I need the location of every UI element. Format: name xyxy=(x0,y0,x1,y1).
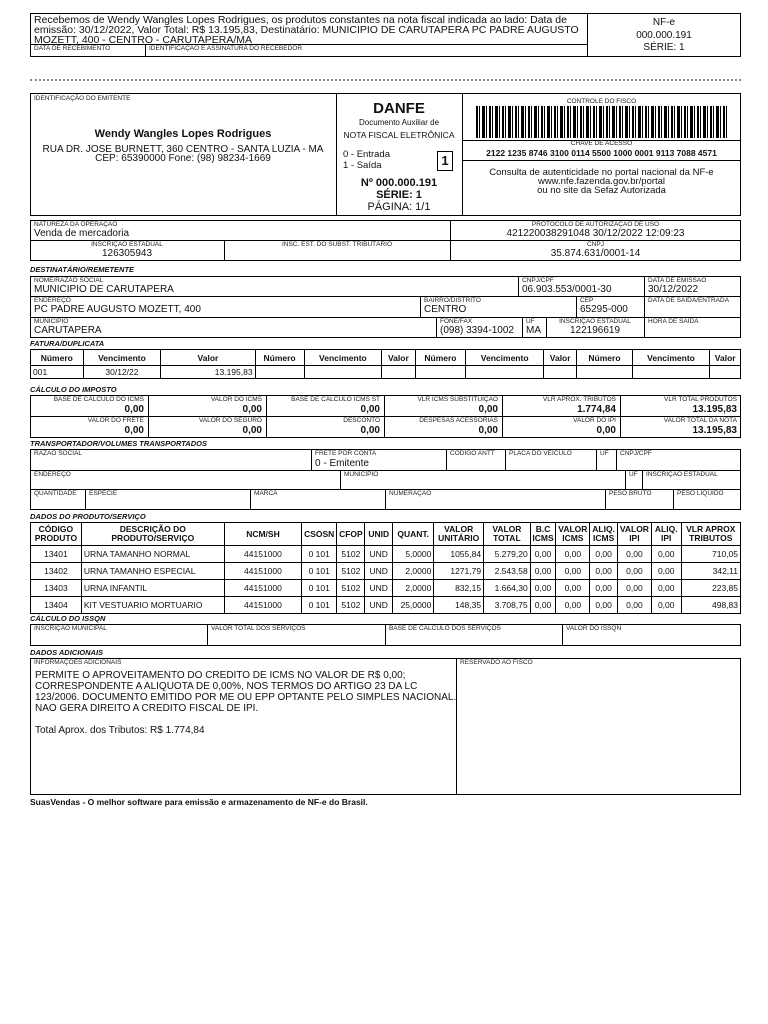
carrier-freight-label: FRETE POR CONTA xyxy=(315,450,377,457)
product-cell: 5102 xyxy=(337,597,365,614)
product-cell: 2,0000 xyxy=(393,563,434,580)
product-cell: 0,00 xyxy=(617,597,651,614)
invoice-col-header: Número xyxy=(31,350,84,366)
product-cell: UND xyxy=(365,563,393,580)
carrier-antt-label: CÓDIGO ANTT xyxy=(450,450,495,457)
product-cell: 44151000 xyxy=(224,546,301,563)
issuer-cnpj-label: CNPJ xyxy=(587,241,604,248)
product-cell: 2.543,58 xyxy=(484,563,531,580)
product-col-header: CSOSN xyxy=(302,523,337,546)
product-cell: 498,83 xyxy=(681,597,740,614)
issue-date: 30/12/2022 xyxy=(648,284,699,295)
product-col-header: B.C ICMS xyxy=(530,523,556,546)
receipt-text: Recebemos de Wendy Wangles Lopes Rodrigues, os produtos constantes na nota fiscal indicada ao lado: Data de emissão: 30/12/2022, Valor Total: R$ 13.195,83, Destinatário: MUNICIPIO DE CARUTAPERA PC PADRE AUGUSTO MOZETT, 400 - CENTRO - CARUTAPERA/MA xyxy=(34,14,579,46)
product-cell: 0,00 xyxy=(590,563,618,580)
product-cell: 5,0000 xyxy=(393,546,434,563)
invoice-cell: 001 xyxy=(31,366,84,379)
product-col-header: NCM/SH xyxy=(224,523,301,546)
product-cell: 148,35 xyxy=(434,597,484,614)
table-row xyxy=(31,597,741,614)
tax-icms-subst: 0,00 xyxy=(478,404,498,415)
invoice-col-header: Vencimento xyxy=(632,350,710,366)
product-cell: 13403 xyxy=(31,580,82,597)
invoice-cell xyxy=(382,366,415,379)
product-col-header: CÓDIGO PRODUTO xyxy=(31,523,82,546)
product-cell: 0 101 xyxy=(302,546,337,563)
recipient-name-label: NOME/RAZÃO SOCIAL xyxy=(34,277,104,284)
tax-ipi: 0,00 xyxy=(596,425,616,436)
danfe-saida: 1 - Saída xyxy=(343,160,382,171)
product-cell: 342,11 xyxy=(681,563,740,580)
recipient-city-label: MUNICÍPIO xyxy=(34,318,69,325)
products-header-row xyxy=(31,523,741,546)
protocol-value: 421220038291048 30/12/2022 12:09:23 xyxy=(506,228,685,239)
invoice-col-header: Número xyxy=(577,350,632,366)
carrier-plate-label: PLACA DO VEÍCULO xyxy=(509,450,572,457)
product-col-header: VALOR ICMS xyxy=(556,523,590,546)
consult-url[interactable]: www.nfe.fazenda.gov.br/portal xyxy=(537,176,666,187)
tax-approx: 1.774,84 xyxy=(577,404,616,415)
tax-insurance-label: VALOR DO SEGURO xyxy=(198,417,262,424)
product-cell: 0 101 xyxy=(302,580,337,597)
product-cell: 0,00 xyxy=(556,580,590,597)
danfe-serie: SÉRIE: 1 xyxy=(376,189,422,201)
product-cell: 0,00 xyxy=(590,597,618,614)
product-col-header: UNID xyxy=(365,523,393,546)
carrier-uf2-label: UF xyxy=(629,471,638,478)
carrier-city-label: MUNICÍPIO xyxy=(344,471,379,478)
product-cell: 3.708,75 xyxy=(484,597,531,614)
volume-brand-label: MARCA xyxy=(254,490,278,497)
tax-bc-icms-label: BASE DE CÁLCULO DO ICMS xyxy=(53,396,144,403)
table-row xyxy=(31,546,741,563)
invoice-table xyxy=(30,349,741,379)
invoice-header-row xyxy=(31,350,741,366)
issuer-ie: 126305943 xyxy=(101,248,153,259)
product-col-header: DESCRIÇÃO DO PRODUTO/SERVIÇO xyxy=(81,523,224,546)
recipient-cep-label: CEP xyxy=(580,297,594,304)
product-cell: KIT VESTUARIO MORTUARIO xyxy=(81,597,224,614)
product-cell: 0,00 xyxy=(530,546,556,563)
product-cell: 5102 xyxy=(337,563,365,580)
product-cell: 0,00 xyxy=(617,546,651,563)
recipient-address-label: ENDEREÇO xyxy=(34,297,71,304)
issuer-cnpj: 35.874.631/0001-14 xyxy=(550,248,641,259)
issqn-section: CÁLCULO DO ISSQN xyxy=(30,614,106,623)
barcode xyxy=(476,106,727,138)
protocol-label: PROTOCOLO DE AUTORIZAÇÃO DE USO xyxy=(531,221,660,228)
product-cell: 1055,84 xyxy=(434,546,484,563)
tax-ipi-label: VALOR DO IPI xyxy=(573,417,616,424)
additional-section: DADOS ADICIONAIS xyxy=(30,648,104,657)
invoice-cell: 30/12/22 xyxy=(83,366,161,379)
danfe-entrada: 0 - Entrada xyxy=(343,149,390,160)
carrier-address-label: ENDEREÇO xyxy=(34,471,71,478)
danfe-type-box: 1 xyxy=(437,151,453,171)
tax-total-note-label: VALOR TOTAL DA NOTA xyxy=(663,417,737,424)
table-row xyxy=(31,366,741,379)
tax-icms-label: VALOR DO ICMS xyxy=(210,396,262,403)
product-cell: 0,00 xyxy=(651,563,681,580)
issuer-cep-phone: CEP: 65390000 Fone: (98) 98234-1669 xyxy=(95,153,271,164)
additional-line-3: 123/2006. DOCUMENTO EMITIDO POR ME OU EPP OPTANTE PELO SIMPLES NACIONAL. xyxy=(35,692,457,703)
exit-date-label: DATA DE SAÍDA/ENTRADA xyxy=(648,297,730,304)
product-cell: 710,05 xyxy=(681,546,740,563)
invoice-col-header: Valor xyxy=(710,350,741,366)
recipient-phone-label: FONE/FAX xyxy=(440,318,473,325)
issue-date-label: DATA DE EMISSÃO xyxy=(648,277,707,284)
danfe-title: DANFE xyxy=(373,100,425,117)
gross-weight-label: PESO BRUTO xyxy=(609,490,652,497)
product-col-header: ALIQ. IPI xyxy=(651,523,681,546)
product-cell: 13401 xyxy=(31,546,82,563)
product-cell: UND xyxy=(365,597,393,614)
product-cell: 0,00 xyxy=(617,563,651,580)
net-weight-label: PESO LÍQUIDO xyxy=(677,490,724,497)
issqn-im-label: INSCRIÇÃO MUNICIPAL xyxy=(34,625,107,632)
product-cell: 2,0000 xyxy=(393,580,434,597)
invoice-cell: 13.195,83 xyxy=(161,366,255,379)
product-cell: UND xyxy=(365,580,393,597)
recipient-uf: MA xyxy=(526,325,541,336)
tax-section: CÁLCULO DO IMPOSTO xyxy=(30,385,117,394)
product-cell: 223,85 xyxy=(681,580,740,597)
recipient-uf-label: UF xyxy=(526,318,535,325)
carrier-section: TRANSPORTADOR/VOLUMES TRANSPORTADOS xyxy=(30,439,207,448)
recipient-ie: 122196619 xyxy=(569,325,621,336)
product-cell: 0,00 xyxy=(617,580,651,597)
recipient-cnpj: 06.903.553/0001-30 xyxy=(522,284,612,295)
carrier-freight: 0 - Emitente xyxy=(315,458,369,469)
stub-nfe-serie: SÉRIE: 1 xyxy=(643,42,685,53)
invoice-cell xyxy=(466,366,544,379)
recipient-district: CENTRO xyxy=(424,304,467,315)
invoice-cell xyxy=(632,366,710,379)
invoice-col-header: Vencimento xyxy=(466,350,544,366)
tax-icms: 0,00 xyxy=(242,404,262,415)
issqn-services-label: VALOR TOTAL DOS SERVIÇOS xyxy=(211,625,306,632)
invoice-cell xyxy=(415,366,466,379)
invoice-cell xyxy=(304,366,382,379)
product-cell: 44151000 xyxy=(224,563,301,580)
volume-qty-label: QUANTIDADE xyxy=(34,490,77,497)
tax-total-products-label: VLR TOTAL PRODUTOS xyxy=(664,396,737,403)
product-cell: UND xyxy=(365,546,393,563)
operation-nature-label: NATUREZA DA OPERAÇÃO xyxy=(34,221,118,228)
invoice-col-header: Vencimento xyxy=(304,350,382,366)
tax-bc-icms-st: 0,00 xyxy=(360,404,380,415)
access-key[interactable]: 2122 1235 8746 3100 0114 5500 1000 0001 9113 7088 4571 xyxy=(486,148,717,158)
danfe-page: PÁGINA: 1/1 xyxy=(367,201,431,213)
danfe-number: Nº 000.000.191 xyxy=(360,177,438,189)
product-cell: 0,00 xyxy=(556,546,590,563)
recipient-phone: (098) 3394-1002 xyxy=(440,325,514,336)
recipient-name: MUNICIPIO DE CARUTAPERA xyxy=(34,284,174,295)
product-cell: 44151000 xyxy=(224,580,301,597)
product-cell: 0,00 xyxy=(590,546,618,563)
product-cell: 0 101 xyxy=(302,597,337,614)
volume-species-label: ESPÉCIE xyxy=(89,490,118,497)
cut-line xyxy=(30,79,741,81)
product-cell: 5102 xyxy=(337,580,365,597)
tax-bc-icms: 0,00 xyxy=(124,404,144,415)
recipient-city: CARUTAPERA xyxy=(34,325,102,336)
product-cell: 0,00 xyxy=(530,563,556,580)
volume-numbering-label: NUMERAÇÃO xyxy=(389,490,432,497)
product-cell: 0,00 xyxy=(651,597,681,614)
carrier-ie-label: INSCRIÇÃO ESTADUAL xyxy=(646,471,718,478)
tax-discount: 0,00 xyxy=(360,425,380,436)
stub-nfe-label: NF-e xyxy=(652,17,676,28)
recipient-section: DESTINATÁRIO/REMETENTE xyxy=(30,265,135,274)
receipt-signature-label: IDENTIFICAÇÃO E ASSINATURA DO RECEBEDOR xyxy=(149,45,303,52)
product-cell: 1271,79 xyxy=(434,563,484,580)
additional-line-2: CORRESPONDENTE A ALIQUOTA DE 0,00%, NOS TERMOS DO ARTIGO 23 DA LC xyxy=(35,681,418,692)
danfe-subtitle-2: NOTA FISCAL ELETRÔNICA xyxy=(343,130,455,140)
product-cell: 44151000 xyxy=(224,597,301,614)
product-col-header: VLR APROX TRIBUTOS xyxy=(681,523,740,546)
tax-insurance: 0,00 xyxy=(242,425,262,436)
product-col-header: VALOR IPI xyxy=(617,523,651,546)
invoice-col-header: Valor xyxy=(544,350,577,366)
invoice-cell xyxy=(577,366,632,379)
product-col-header: ALIQ. ICMS xyxy=(590,523,618,546)
total-taxes-text: Total Aprox. dos Tributos: R$ 1.774,84 xyxy=(35,725,205,736)
product-cell: 5.279,20 xyxy=(484,546,531,563)
table-row xyxy=(31,563,741,580)
product-cell: URNA TAMANHO NORMAL xyxy=(81,546,224,563)
table-row xyxy=(31,580,741,597)
issuer-label: IDENTIFICAÇÃO DO EMITENTE xyxy=(34,95,131,102)
product-cell: 25,0000 xyxy=(393,597,434,614)
invoice-col-header: Número xyxy=(255,350,304,366)
tax-total-note: 13.195,83 xyxy=(692,425,737,436)
issuer-ie-label: INSCRIÇÃO ESTADUAL xyxy=(91,241,163,248)
product-cell: 0,00 xyxy=(530,597,556,614)
products-body xyxy=(31,546,741,614)
product-cell: 0,00 xyxy=(556,597,590,614)
receipt-date-label: DATA DE RECEBIMENTO xyxy=(34,45,111,52)
issuer-iest-label: INSC. EST. DO SUBST. TRIBUTÁRIO xyxy=(281,241,393,248)
issuer-address: RUA DR. JOSE BURNETT, 360 CENTRO - SANTA LUZIA - MA xyxy=(42,144,324,155)
recipient-cnpj-label: CNPJ/CPF xyxy=(522,277,554,284)
fisco-reserved-label: RESERVADO AO FISCO xyxy=(460,659,533,666)
footer-software: SuasVendas - O melhor software para emissão e armazenamento de NF-e do Brasil. xyxy=(30,797,368,807)
issqn-value-label: VALOR DO ISSQN xyxy=(566,625,622,632)
products-table xyxy=(30,522,741,614)
invoice-col-header: Vencimento xyxy=(83,350,161,366)
tax-icms-subst-label: VLR ICMS SUBSTITUIÇÃO xyxy=(417,396,498,403)
recipient-district-label: BAIRRO/DISTRITO xyxy=(424,297,481,304)
tax-expenses-label: DESPESAS ACESSÓRIAS xyxy=(419,417,498,424)
recipient-ie-label: INSCRIÇÃO ESTADUAL xyxy=(559,318,631,325)
danfe-subtitle-1: Documento Auxiliar de xyxy=(358,118,440,127)
consult-line-3: ou no site da Sefaz Autorizada xyxy=(537,185,666,196)
product-cell: 0 101 xyxy=(302,563,337,580)
invoice-col-header: Número xyxy=(415,350,466,366)
invoice-cell xyxy=(710,366,741,379)
additional-line-1: PERMITE O APROVEITAMENTO DO CREDITO DE ICMS NO VALOR DE R$ 0,00; xyxy=(35,670,406,681)
tax-freight: 0,00 xyxy=(124,425,144,436)
product-cell: 0,00 xyxy=(556,563,590,580)
product-cell: 0,00 xyxy=(651,580,681,597)
carrier-cnpj-label: CNPJ/CPF xyxy=(620,450,652,457)
operation-nature: Venda de mercadoria xyxy=(34,228,130,239)
product-cell: 832,15 xyxy=(434,580,484,597)
exit-time-label: HORA DE SAÍDA xyxy=(648,318,699,325)
product-cell: URNA INFANTIL xyxy=(81,580,224,597)
product-cell: 13404 xyxy=(31,597,82,614)
tax-discount-label: DESCONTO xyxy=(343,417,380,424)
product-col-header: CFOP xyxy=(337,523,365,546)
product-cell: 13402 xyxy=(31,563,82,580)
product-cell: 0,00 xyxy=(590,580,618,597)
issqn-base-label: BASE DE CÁLCULO DOS SERVIÇOS xyxy=(389,625,501,632)
tax-bc-icms-st-label: BASE DE CÁLCULO ICMS ST xyxy=(291,396,380,403)
tax-freight-label: VALOR DO FRETE xyxy=(87,417,144,424)
product-cell: URNA TAMANHO ESPECIAL xyxy=(81,563,224,580)
stub-nfe-number: 000.000.191 xyxy=(636,30,692,41)
product-cell: 0,00 xyxy=(530,580,556,597)
invoice-section: FATURA/DUPLICATA xyxy=(30,339,105,348)
issuer-name: Wendy Wangles Lopes Rodrigues xyxy=(94,128,272,140)
additional-line-4: NAO GERA DIREITO A CREDITO FISCAL DE IPI. xyxy=(35,703,259,714)
carrier-name-label: RAZÃO SOCIAL xyxy=(34,450,83,457)
fisco-control-label: CONTROLE DO FISCO xyxy=(566,98,637,105)
invoice-col-header: Valor xyxy=(382,350,415,366)
product-cell: 1.664,30 xyxy=(484,580,531,597)
access-key-label: CHAVE DE ACESSO xyxy=(570,140,633,147)
tax-approx-label: VLR APROX. TRIBUTOS xyxy=(542,396,616,403)
consult-line-1: Consulta de autenticidade no portal nacional da NF-e xyxy=(489,167,714,178)
tax-expenses: 0,00 xyxy=(478,425,498,436)
product-cell: 5102 xyxy=(337,546,365,563)
product-cell: 0,00 xyxy=(651,546,681,563)
product-col-header: VALOR TOTAL xyxy=(484,523,531,546)
invoice-col-header: Valor xyxy=(161,350,255,366)
tax-total-products: 13.195,83 xyxy=(692,404,737,415)
recipient-cep: 65295-000 xyxy=(580,304,628,315)
carrier-uf-label: UF xyxy=(600,450,609,457)
product-col-header: VALOR UNITÁRIO xyxy=(434,523,484,546)
invoice-cell xyxy=(255,366,304,379)
invoice-cell xyxy=(544,366,577,379)
product-col-header: QUANT. xyxy=(393,523,434,546)
products-section: DADOS DO PRODUTO/SERVIÇO xyxy=(30,512,146,521)
additional-info-label: INFORMAÇÕES ADICIONAIS xyxy=(34,659,122,666)
recipient-address: PC PADRE AUGUSTO MOZETT, 400 xyxy=(34,304,201,315)
